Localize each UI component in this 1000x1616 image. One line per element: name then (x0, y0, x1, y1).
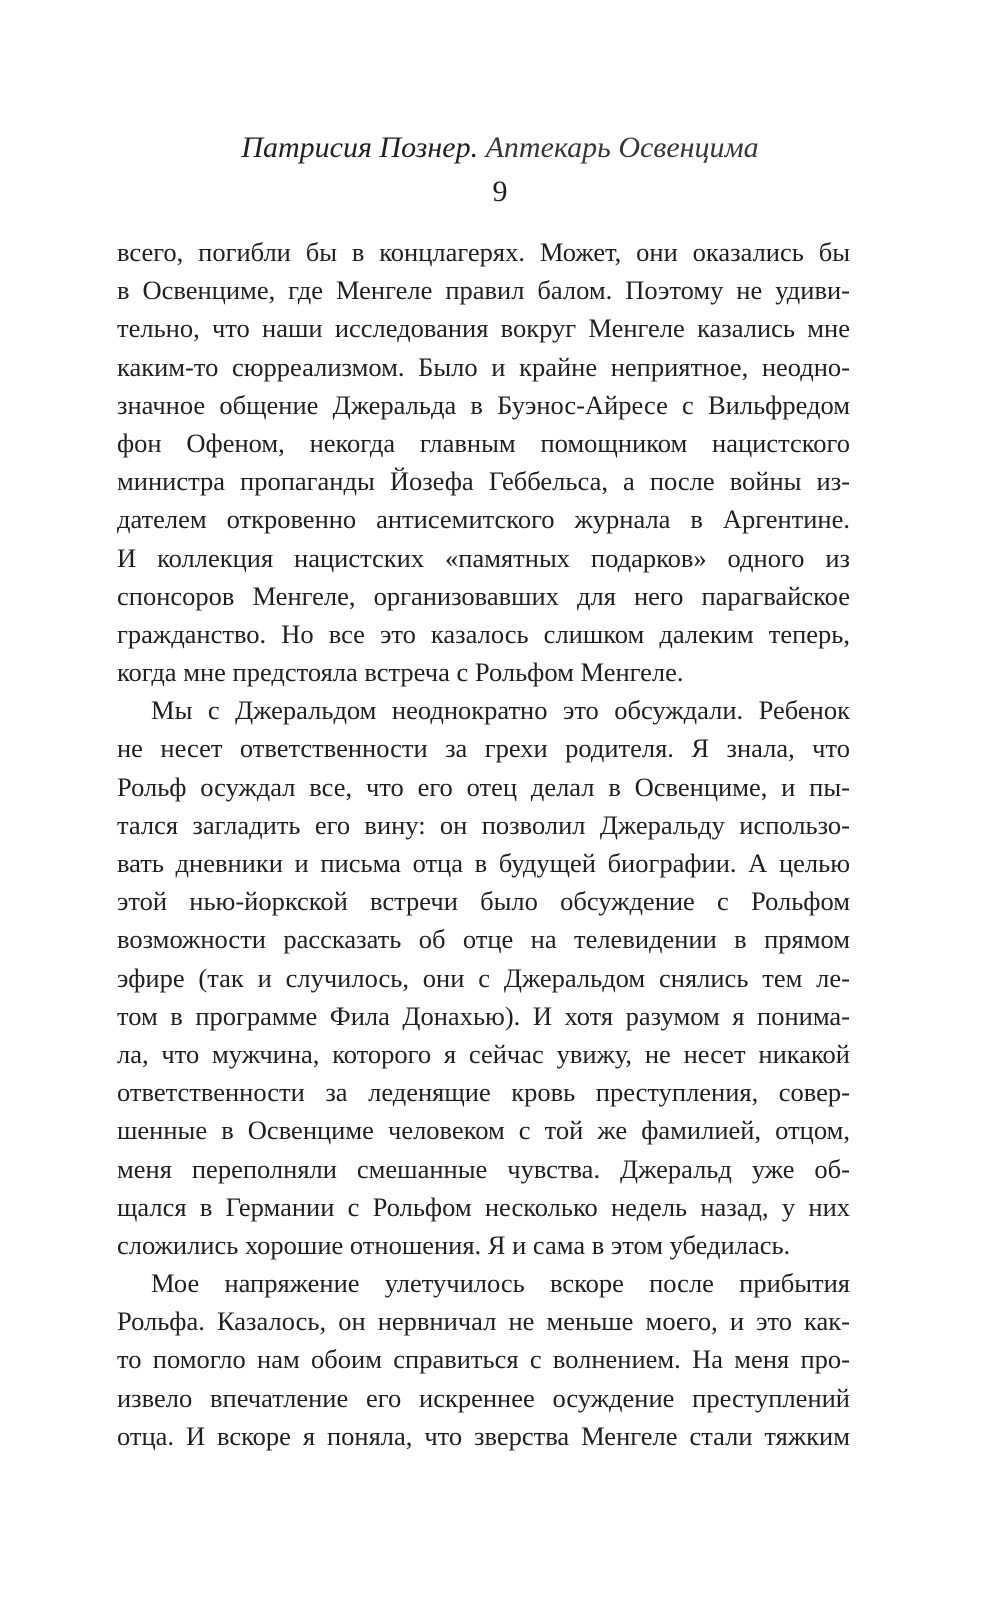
text-line: фон Офеном, некогда главным помощником нацистского (117, 427, 850, 458)
text-line: ла, что мужчина, которого я сейчас увижу, не несет никакой (117, 1038, 850, 1069)
text-line: Мое напряжение улетучилось вскоре после прибытия (151, 1268, 850, 1299)
text-line: спонсоров Менгеле, организовавших для него парагвайское (117, 580, 850, 611)
text-line: тельно, что наши исследования вокруг Менгеле казались мне (117, 313, 850, 344)
text-line: когда мне предстояла встреча с Рольфом Менгеле. (117, 657, 684, 688)
paragraph (117, 233, 850, 691)
text-line: меня переполняли смешанные чувства. Джеральд уже об- (117, 1153, 850, 1184)
text-line: вать дневники и письма отца в будущей биографии. А целью (117, 848, 850, 878)
text-line: щался в Германии с Рольфом несколько недель назад, у них (117, 1191, 850, 1222)
running-head-author: Патрисия Познер. (241, 131, 479, 164)
text-line: извело впечатление его искреннее осуждение преступлений (117, 1382, 850, 1413)
text-line: Рольфа. Казалось, он нервничал не меньше моего, и это как- (117, 1306, 850, 1337)
text-line: возможности рассказать об отце на телевидении в прямом (117, 924, 850, 955)
text-line: дателем откровенно антисемитского журнала в Аргентине. (117, 504, 850, 535)
text-line: всего, погибли бы в концлагерях. Может, они оказались бы (117, 237, 850, 267)
running-head-book-title: Аптекарь Освенцима (485, 131, 759, 164)
text-line: в Освенциме, где Менгеле правил балом. Поэтому не удиви- (117, 275, 850, 306)
text-line: министра пропаганды Йозефа Геббельса, а после войны из- (117, 466, 850, 497)
text-line: Мы с Джеральдом неоднократно это обсуждали. Ребенок (151, 695, 850, 726)
paragraph (117, 691, 850, 1264)
body-text (117, 233, 850, 1455)
text-line: ответственности за леденящие кровь преступления, совер- (117, 1077, 850, 1108)
text-line: сложились хорошие отношения. Я и сама в этом убедилась. (117, 1229, 791, 1260)
text-line: не несет ответственности за грехи родителя. Я знала, что (117, 733, 850, 764)
text-line: то помогло нам обоим справиться с волнением. На меня про- (117, 1344, 850, 1375)
text-line: эфире (так и случилось, они с Джеральдом снялись тем ле- (117, 962, 850, 993)
text-line: шенные в Освенциме человеком с той же фамилией, отцом, (117, 1115, 850, 1146)
text-line: Рольф осуждал все, что его отец делал в Освенциме, и пы- (117, 771, 850, 802)
running-head (0, 128, 1000, 168)
text-line: этой нью-йоркской встречи было обсуждение с Рольфом (117, 886, 850, 917)
text-line: отца. И вскоре я поняла, что зверства Менгеле стали тяжким (117, 1420, 850, 1451)
page-number: 9 (492, 175, 508, 208)
text-line: гражданство. Но все это казалось слишком далеким теперь, (117, 618, 850, 649)
paragraph (117, 1264, 850, 1455)
text-line: значное общение Джеральда в Буэнос-Айресе с Вильфредом (117, 389, 850, 420)
text-line: том в программе Фила Донахью). И хотя разумом я понима- (117, 1000, 850, 1031)
text-line: каким-то сюрреализмом. Было и крайне неприятное, неодно- (117, 351, 850, 382)
text-line: тался загладить его вину: он позволил Джеральду использо- (117, 809, 850, 840)
text-line: И коллекция нацистских «памятных подарков» одного из (117, 542, 850, 573)
